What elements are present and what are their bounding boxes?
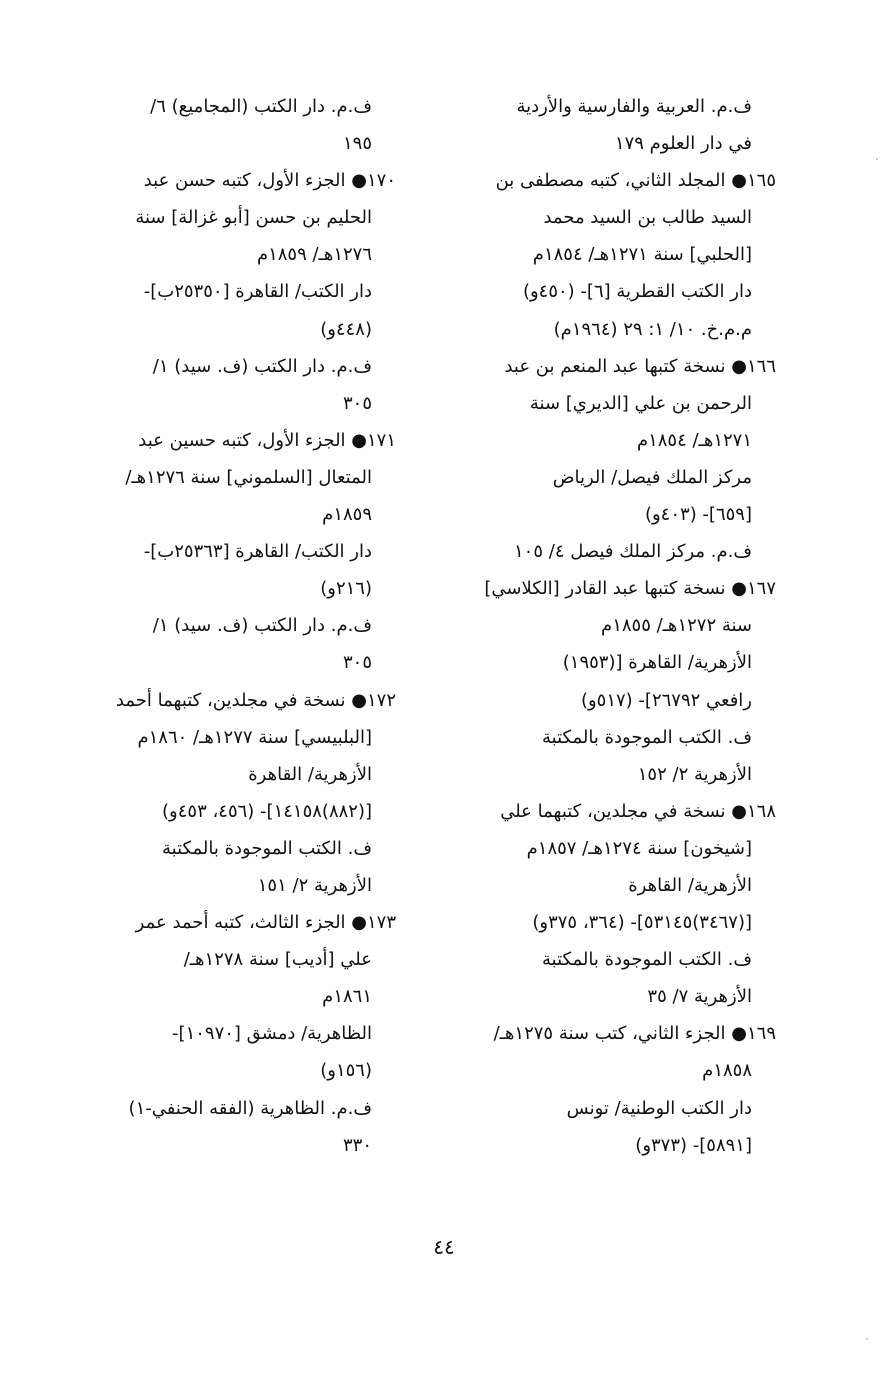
entry-line: (١٥٦و)	[320, 1060, 372, 1082]
entry-line: الأزهرية/ القاهرة [(١٩٥٣)	[562, 652, 752, 674]
entry-line: م.م.خ. ١٠/ ١: ٢٩ (١٩٦٤م)	[553, 318, 752, 340]
entry-line: ٣٣٠	[342, 1134, 372, 1156]
entry-line: في دار العلوم ١٧٩	[614, 133, 752, 155]
left-column	[56, 88, 396, 1164]
entry-line: الأزهرية/ القاهرة	[628, 874, 752, 896]
entry-line: [(٣٤٦٧)٥٣١٤٥]- (٣٦٤، ٣٧٥و)	[532, 912, 752, 934]
entry-line: [(٨٨٢)١٤١٥٨]- (٤٥٦، ٤٥٣و)	[162, 800, 372, 822]
entry-line: ف.م. مركز الملك فيصل ٤/ ١٠٥	[514, 541, 752, 563]
entry-line: ف.م. دار الكتب (ف. سيد) ١/	[152, 355, 372, 377]
entry-line: ١٢٧٦هـ/ ١٨٥٩م	[256, 244, 372, 266]
entry-line: الأزهرية ٢/ ١٥١	[257, 874, 372, 896]
entry-start-line: ١٧٠● الجزء الأول، كتبه حسن عبد	[143, 170, 396, 192]
entry-start-line: ١٧٣● الجزء الثالث، كتبه أحمد عمر	[135, 912, 396, 934]
entry-line: دار الكتب/ القاهرة [٢٥٣٦٣ب]-	[143, 541, 372, 563]
entry-line: الأزهرية ٧/ ٣٥	[647, 986, 752, 1008]
entry-line: الحليم بن حسن [أبو غزالة] سنة	[135, 207, 372, 229]
entry-line: ف. الكتب الموجودة بالمكتبة	[542, 726, 752, 748]
entry-line: مركز الملك فيصل/ الرياض	[552, 466, 752, 488]
entry-line: [٦٥٩]- (٤٠٣و)	[644, 504, 752, 526]
entry-line: (٤٤٨و)	[320, 318, 372, 340]
entry-line: دار الكتب/ القاهرة [٢٥٣٥٠ب]-	[143, 281, 372, 303]
entry-line: ٣٠٥	[342, 652, 372, 674]
entry-line: دار الكتب القطرية [٦]- (٤٥٠و)	[522, 281, 752, 303]
entry-line: ف.م. الظاهرية (الفقه الحنفي-١)	[128, 1097, 372, 1119]
entry-line: السيد طالب بن السيد محمد	[543, 207, 752, 229]
entry-line: علي [أديب] سنة ١٢٧٨هـ/	[183, 949, 372, 971]
entry-line: المتعال [السلموني] سنة ١٢٧٦هـ/	[125, 466, 372, 488]
entry-line: [الحلبي] سنة ١٢٧١هـ/ ١٨٥٤م	[532, 244, 752, 266]
entry-line: [٥٨٩١]- (٣٧٣و)	[635, 1134, 752, 1156]
entry-start-line: ١٧١● الجزء الأول، كتبه حسين عبد	[138, 429, 396, 451]
entry-line: [البلبيسي] سنة ١٢٧٧هـ/ ١٨٦٠م	[137, 726, 372, 748]
entry-line: رافعي ٢٦٧٩٢]- (٥١٧و)	[580, 689, 752, 711]
entry-start-line: ١٦٦● نسخة كتبها عبد المنعم بن عبد	[504, 355, 776, 377]
entry-line: ف.م. دار الكتب (المجاميع) ٦/	[150, 96, 372, 117]
entry-start-line: ١٦٩● الجزء الثاني، كتب سنة ١٢٧٥هـ/	[493, 1023, 776, 1045]
entry-line: الرحمن بن علي [الديري] سنة	[529, 392, 752, 414]
entry-line: ١٨٥٨م	[702, 1060, 752, 1082]
entry-line: ف.م. العربية والفارسية والأردية	[516, 96, 752, 117]
entry-line: الظاهرية/ دمشق [١٠٩٧٠]-	[172, 1023, 372, 1045]
right-column	[436, 88, 776, 1164]
entry-line: ف. الكتب الموجودة بالمكتبة	[162, 837, 372, 859]
entry-line: الأزهرية ٢/ ١٥٢	[637, 763, 752, 785]
entry-start-line: ١٧٢● نسخة في مجلدين، كتبهما أحمد	[115, 689, 396, 711]
entry-line: دار الكتب الوطنية/ تونس	[566, 1097, 752, 1119]
entry-line: ١٨٦١م	[322, 986, 372, 1008]
entry-start-line: ١٦٥● المجلد الثاني، كتبه مصطفى بن	[495, 170, 776, 192]
entry-start-line: ١٦٧● نسخة كتبها عبد القادر [الكلاسي]	[484, 578, 776, 600]
entry-start-line: ١٦٨● نسخة في مجلدين، كتبهما علي	[500, 800, 776, 822]
entry-line: ٣٠٥	[342, 392, 372, 414]
scan-speck	[866, 1338, 868, 1340]
entry-line: (٢١٦و)	[320, 578, 372, 600]
entry-line: ١٢٧١هـ/ ١٨٥٤م	[636, 429, 752, 451]
entry-line: ف.م. دار الكتب (ف. سيد) ١/	[152, 615, 372, 637]
entry-line: [شيخون] سنة ١٢٧٤هـ/ ١٨٥٧م	[526, 837, 752, 859]
entry-line: ف. الكتب الموجودة بالمكتبة	[542, 949, 752, 971]
page-number: ٤٤	[433, 1235, 455, 1259]
entry-line: سنة ١٢٧٢هـ/ ١٨٥٥م	[601, 615, 752, 637]
entry-line: ١٩٥	[342, 133, 372, 155]
entry-line: الأزهرية/ القاهرة	[248, 763, 372, 785]
scan-speck	[876, 158, 878, 160]
entry-line: ١٨٥٩م	[322, 504, 372, 526]
